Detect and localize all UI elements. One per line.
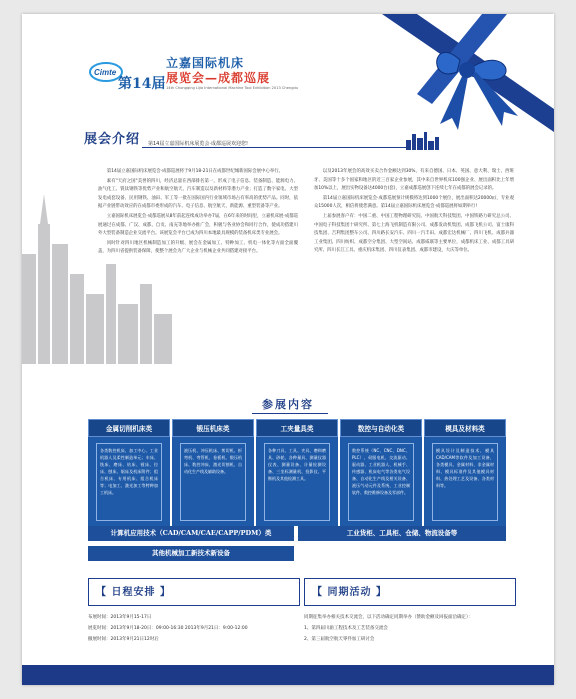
intro-subtitle: 第14届立嘉国际机床展览会·成都巡展欢迎您!	[148, 141, 248, 147]
logo-mark-text: Cimte	[94, 68, 117, 77]
blue-ribbon-bow-icon	[322, 14, 554, 149]
schedule-title-text: 日程安排	[111, 587, 156, 598]
activity-line: 同期征集举办相关技术交流会，以下活动确定同期举办（赞助金额及回报面洽确定）：	[304, 615, 473, 620]
intro-left-paragraph: 同时针对四川地区机械制造加工的升级、展会在金属加工、特种加工、机电一体化等方面全面覆盖，为四川省提供装备保障，使整个展会为广大企业与机械企业共同搭建对接平台。	[98, 240, 298, 255]
bar-new-technology: 其他机械加工新技术新设备	[88, 546, 294, 561]
category-body: 各类数控机床、加工中心、工业机器人及柔性制造单元；车床、铣床、磨床、钻床、镗床、拉床、刨床、锯床及机床附件；组合机床、专用机床、组合机床等；电加工、激光加工等特种加工机床。	[96, 443, 162, 521]
intro-title: 展会介绍	[84, 132, 141, 147]
logo-title-line1: 立嘉国际机床	[166, 56, 245, 70]
intro-left-paragraph: 立嘉国际机床展览会·成都巡展从8年前起连续成功举办7届，在6年来的时间里，立嘉机床展·成都巡展通过在成都、广汉、成都、自贡、南充等地举办推广会，积极与各业协会和同行合作，使成功搭建川外大型装备制造企业交流平台。该展览会平台已成为四川本地最具规模的装备机床类专业展会。	[98, 213, 298, 237]
category-title: 数控与自动化类	[340, 419, 422, 437]
activities-title: 【 同期活动 】	[312, 587, 387, 598]
schedule-line: 布展时间：2013年9月15-17日	[88, 615, 152, 620]
intro-right-paragraph: 第14届立嘉国际机床展览会·成都巡展预计规模将达到1000个展位，展出面积达20000㎡，专业观众15000人次，相信将使您满意。第14届立嘉国际机床展览会·成都巡展将如期举行!	[314, 195, 514, 210]
intro-right-paragraph: 上届参展客户有：中国二重、中国工程物理研究院、中国航天科技集团、中国铁路力研究总公司、中国电子科技集团十研究所、第七上海飞机制造有限公司、成都发动机集团、成都飞机公司、富士康科技集团、吉利集团整车公司、四川路长安汽车、四川一汽丰田、成都宏达机械厂、四川飞机、成都兵器工业集团、四川纺织、成都空分集团、大型空间站、成都威联等主要单位，成都机床工业、成都工具研究所、四川长江工具、重庆机床集团、四川仪表集团、成都市建设，大庆等单位。	[314, 213, 514, 254]
category-card-forging	[172, 419, 254, 526]
skyline-small-icon	[406, 132, 446, 150]
bar-storage-logistics: 工业货柜、工具柜、仓储、物流设备等	[298, 526, 506, 541]
activity-line: 2、第三届航空航天零件加工研讨会	[304, 637, 375, 642]
category-title: 模具及材料类	[424, 419, 506, 437]
category-card-tools	[256, 419, 338, 526]
schedule-line: 展览时间：2013年9月18-20日：09:00-16:30 2013年9月21日：9:00-12:00	[88, 626, 248, 631]
category-body: 模具设计及制造技术，模具CAD/CAM等软件及加工设备，各类模具、金属材料、非金属材料、模具标准件及其他模具材料、热处理工艺及设备、各类材料等。	[432, 443, 498, 521]
intro-left-column	[98, 168, 298, 258]
schedule-title: 【 日程安排 】	[96, 587, 171, 598]
brochure-page	[22, 14, 554, 685]
intro-left-paragraph: 第14届立嘉国际机床展览会·成都巡展将于9月18-21日在成都世纪城新国际会展中心举行。	[106, 169, 284, 174]
footer-bar	[22, 665, 554, 685]
category-body: 数控系统（NC、CNC、DNC、PLC）、伺服电机、交流驱动、驱动器、工业机器人、机械手、传感器、机床电气等各类电气设备、自动化生产线及相关设备、液压气动元件及系统、工业控制软件、数控维修设备及零部件。	[348, 443, 414, 521]
schedule-line: 撤展时间：2013年9月21日12时后	[88, 637, 159, 642]
logo-small-text: 14th Chongqing Lijia International Machine Tool Exhibition 2013 Chengdu	[166, 86, 299, 90]
category-title: 金属切削机床类	[88, 419, 170, 437]
category-body: 各种刀具、工具、夹具、磨料磨具、砂轮、各种量具、测量仪器仪表、测量设备、计量检测设备、三坐标测量机、投影仪、平衡机及其他检测工具。	[264, 443, 330, 521]
activity-line: 1、第四届川渝工程技术及工艺装备交流会	[304, 626, 388, 631]
intro-rule	[142, 147, 407, 148]
category-body: 液压机、冲压机床、剪切机、折弯机、弯管机、卷板机、锻压机床、数控冲床、激光切割机、自动化生产线及辅助设备。	[180, 443, 246, 521]
intro-right-paragraph: 以及2013年展会的高效买卖合作金额达到30%，有来自德国、日本、英国、意大利、瑞士、西班牙、美国等十多个国家和地区的近三百家企业参展，其中来自世界机床100强企业、展出面积比上年增加10%以上，展出实物设备达4000台(套)，立嘉成都巡展创下连续七年在成都的展会记录的。	[314, 169, 514, 192]
exhibits-rule	[252, 413, 328, 414]
activities-title-text: 同期活动	[327, 587, 372, 598]
bar-cad-cam: 计算机应用技术（CAD/CAM/CAE/CAPP/PDM）类	[88, 526, 294, 541]
logo-year-text: 第14届	[118, 76, 166, 92]
exhibits-title: 参展内容	[262, 398, 314, 411]
category-card-metal-cutting	[88, 419, 170, 526]
intro-left-paragraph: 素有"天府之国"美誉的四川，经济总量在西部排名第一，形成了电子信息、装备制造、能源电力、油气化工、钒钛钢铁等优势产业和航空航天、汽车制造以及新材料等潜力产业；打造了数字家电、大型发电成套设备、民用钢铁、油田、军工等一批在国际国内行业领域市场占有率高的优势产品。同时，依据产业链带动效应的在成都市委形成的汽车、电子信息、航空航天、新能源、重型装备等产业。	[98, 178, 298, 210]
category-title: 工夹量具类	[256, 419, 338, 437]
category-card-automation	[340, 419, 422, 526]
expo-logo	[88, 54, 348, 98]
category-title: 锻压机床类	[172, 419, 254, 437]
intro-right-column	[314, 168, 514, 257]
logo-title-line2: 展览会—成都巡展	[166, 71, 271, 85]
category-card-moulds	[424, 419, 506, 526]
cimte-logo-icon	[88, 58, 166, 92]
